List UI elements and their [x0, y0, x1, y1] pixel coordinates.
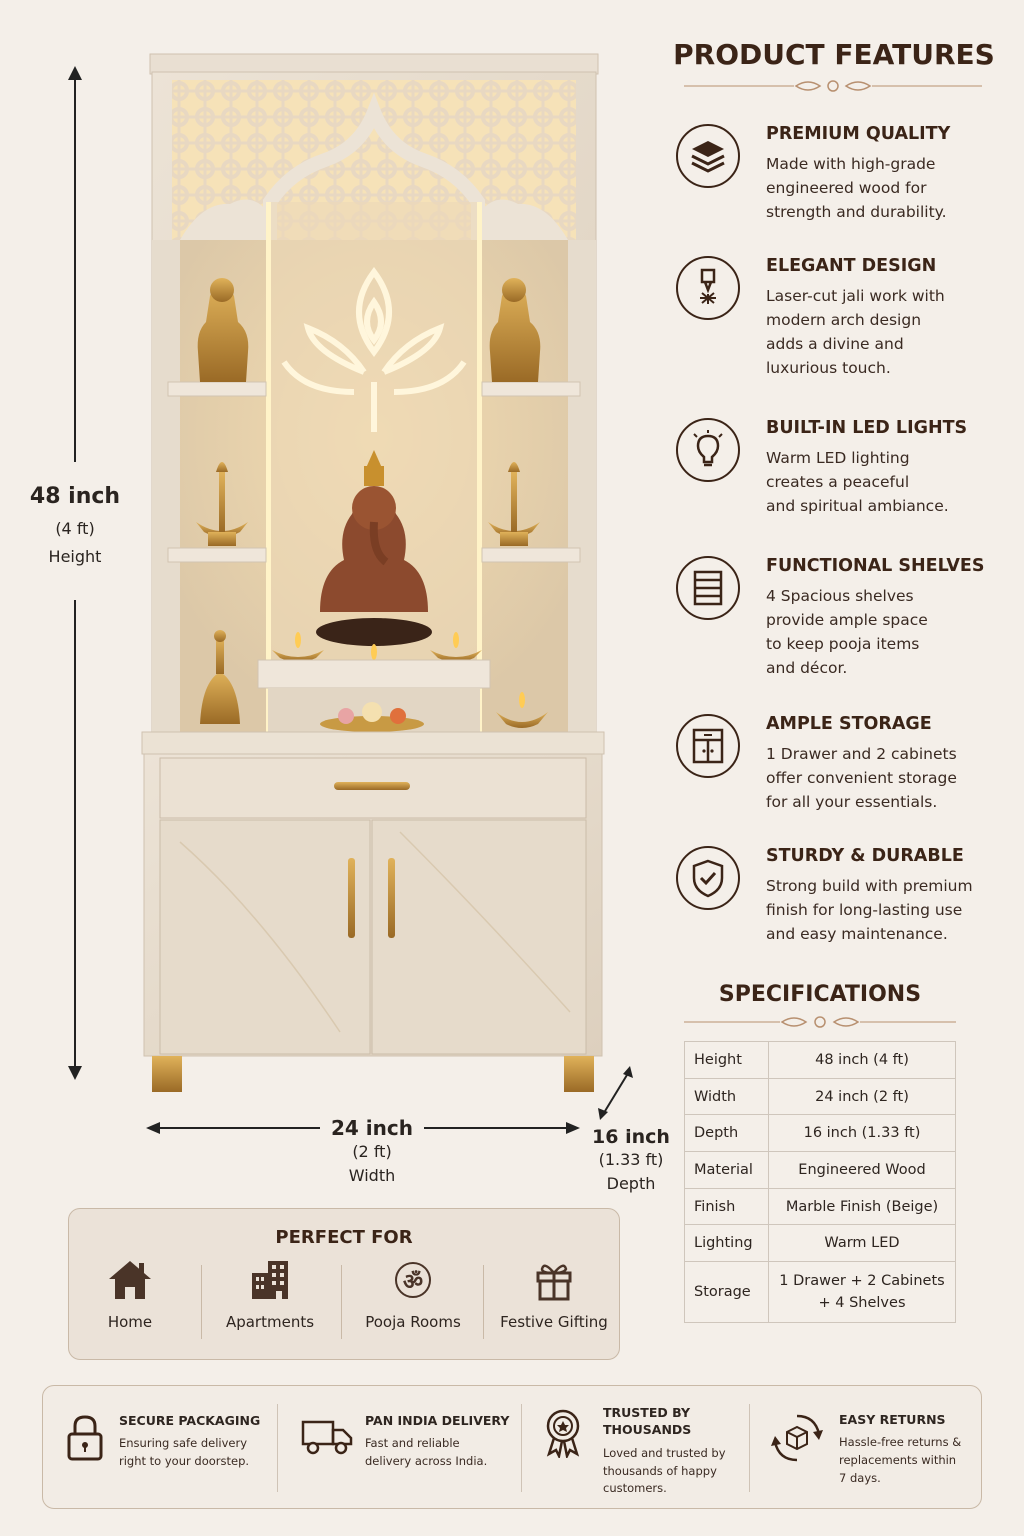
spec-key: Finish	[685, 1188, 769, 1225]
spec-key: Material	[685, 1152, 769, 1189]
feature-title: AMPLE STORAGE	[766, 714, 932, 734]
height-label: Height	[48, 547, 102, 566]
benefit-description: Fast and reliable delivery across India.	[365, 1436, 488, 1468]
feature-description: 1 Drawer and 2 cabinets offer convenient storage for all your essentials.	[766, 745, 957, 811]
perfect-for-divider	[483, 1265, 484, 1339]
spec-value: Engineered Wood	[769, 1152, 956, 1189]
benefit-trusted-by-thousands	[521, 1386, 749, 1510]
depth-arrow	[596, 1064, 636, 1122]
width-arrow-left	[156, 1127, 320, 1129]
feature-led-lights	[676, 418, 1006, 528]
spec-value: 1 Drawer + 2 Cabinets + 4 Shelves	[769, 1262, 956, 1323]
feature-description: Laser-cut jali work with modern arch design adds a divine and luxurious touch.	[766, 287, 945, 377]
depth-value: 16 inch	[592, 1126, 670, 1148]
depth-feet: (1.33 ft)	[598, 1150, 664, 1169]
table-row	[685, 1225, 956, 1262]
pooja-mandir-illustration	[140, 52, 606, 1098]
bulb-icon	[676, 418, 740, 482]
spec-key: Storage	[685, 1262, 769, 1323]
feature-description: Strong build with premium finish for long-lasting use and easy maintenance.	[766, 877, 973, 943]
perfect-for-panel	[68, 1208, 620, 1360]
specifications-table	[684, 1041, 956, 1323]
height-feet: (4 ft)	[55, 519, 95, 538]
height-value: 48 inch	[29, 484, 121, 509]
perfect-for-label: Pooja Rooms	[365, 1313, 461, 1331]
table-row	[685, 1078, 956, 1115]
spec-key: Width	[685, 1078, 769, 1115]
spec-key: Lighting	[685, 1225, 769, 1262]
lock-icon	[65, 1414, 105, 1462]
feature-description: Warm LED lighting creates a peaceful and spiritual ambiance.	[766, 449, 949, 515]
spec-value: Marble Finish (Beige)	[769, 1188, 956, 1225]
perfect-for-divider	[341, 1265, 342, 1339]
table-row	[685, 1262, 956, 1323]
benefit-title: PAN INDIA DELIVERY	[365, 1413, 510, 1428]
feature-title: ELEGANT DESIGN	[766, 256, 937, 276]
width-dimension	[312, 1116, 432, 1188]
table-row	[685, 1188, 956, 1225]
feature-elegant-design	[676, 256, 1006, 386]
returns-icon	[771, 1412, 823, 1464]
height-arrow-top	[74, 76, 76, 462]
benefit-description: Ensuring safe delivery right to your doorstep.	[119, 1436, 250, 1468]
features-divider-ornament	[684, 76, 982, 96]
feature-sturdy-durable	[676, 846, 1006, 956]
perfect-for-apartments	[201, 1259, 339, 1331]
feature-title: STURDY & DURABLE	[766, 846, 964, 866]
feature-functional-shelves	[676, 556, 1006, 686]
spec-value: Warm LED	[769, 1225, 956, 1262]
feature-description: 4 Spacious shelves provide ample space to keep pooja items and décor.	[766, 587, 928, 677]
height-arrowhead-down	[68, 1066, 82, 1080]
award-icon	[543, 1408, 583, 1458]
width-arrow-right	[424, 1127, 568, 1129]
width-feet: (2 ft)	[352, 1142, 392, 1161]
spec-key: Height	[685, 1042, 769, 1079]
perfect-for-title: PERFECT FOR	[275, 1227, 413, 1248]
width-arrowhead-right	[566, 1122, 580, 1134]
features-title: PRODUCT FEATURES	[673, 38, 995, 71]
depth-label: Depth	[606, 1174, 656, 1193]
table-row	[685, 1115, 956, 1152]
benefit-pan-india-delivery	[277, 1386, 521, 1510]
layers-icon	[676, 124, 740, 188]
feature-title: FUNCTIONAL SHELVES	[766, 556, 985, 576]
feature-ample-storage	[676, 714, 1006, 824]
benefit-description: Loved and trusted by thousands of happy customers.	[603, 1446, 726, 1495]
spec-key: Depth	[685, 1115, 769, 1152]
spec-value: 16 inch (1.33 ft)	[769, 1115, 956, 1152]
perfect-for-festive-gifting	[485, 1259, 623, 1331]
width-value: 24 inch	[331, 1116, 413, 1140]
specifications-divider-ornament	[684, 1012, 956, 1032]
benefits-bar	[42, 1385, 982, 1509]
laser-icon	[676, 256, 740, 320]
spec-value: 24 inch (2 ft)	[769, 1078, 956, 1115]
feature-description: Made with high-grade engineered wood for strength and durability.	[766, 155, 947, 221]
table-row	[685, 1152, 956, 1189]
gift-icon	[534, 1259, 574, 1301]
apartments-icon	[250, 1259, 290, 1301]
feature-title: BUILT-IN LED LIGHTS	[766, 418, 968, 438]
feature-premium-quality	[676, 124, 1006, 234]
perfect-for-home	[61, 1259, 199, 1331]
home-icon	[107, 1259, 153, 1301]
perfect-for-label: Festive Gifting	[500, 1313, 608, 1331]
perfect-for-pooja-rooms	[344, 1259, 482, 1331]
perfect-for-label: Apartments	[225, 1313, 315, 1331]
height-arrowhead-up	[68, 66, 82, 80]
om-icon: ॐ	[391, 1259, 435, 1301]
spec-value: 48 inch (4 ft)	[769, 1042, 956, 1079]
benefit-title: TRUSTED BY THOUSANDS	[603, 1405, 692, 1437]
shelves-icon	[676, 556, 740, 620]
benefit-title: SECURE PACKAGING	[119, 1413, 261, 1428]
height-arrow-bottom	[74, 600, 76, 1070]
perfect-for-label: Home	[107, 1313, 153, 1331]
feature-title: PREMIUM QUALITY	[766, 124, 951, 144]
specifications-title: SPECIFICATIONS	[718, 982, 922, 1007]
height-dimension	[18, 484, 132, 569]
cabinet-icon	[676, 714, 740, 778]
width-label: Width	[348, 1166, 396, 1185]
shield-icon	[676, 846, 740, 910]
benefit-secure-packaging	[43, 1386, 277, 1510]
benefit-description: Hassle-free returns & replacements within 7 days.	[839, 1435, 962, 1485]
depth-dimension	[584, 1126, 678, 1196]
benefit-title: EASY RETURNS	[839, 1412, 946, 1427]
truck-icon	[301, 1418, 353, 1456]
table-row	[685, 1042, 956, 1079]
benefit-easy-returns	[749, 1386, 981, 1510]
